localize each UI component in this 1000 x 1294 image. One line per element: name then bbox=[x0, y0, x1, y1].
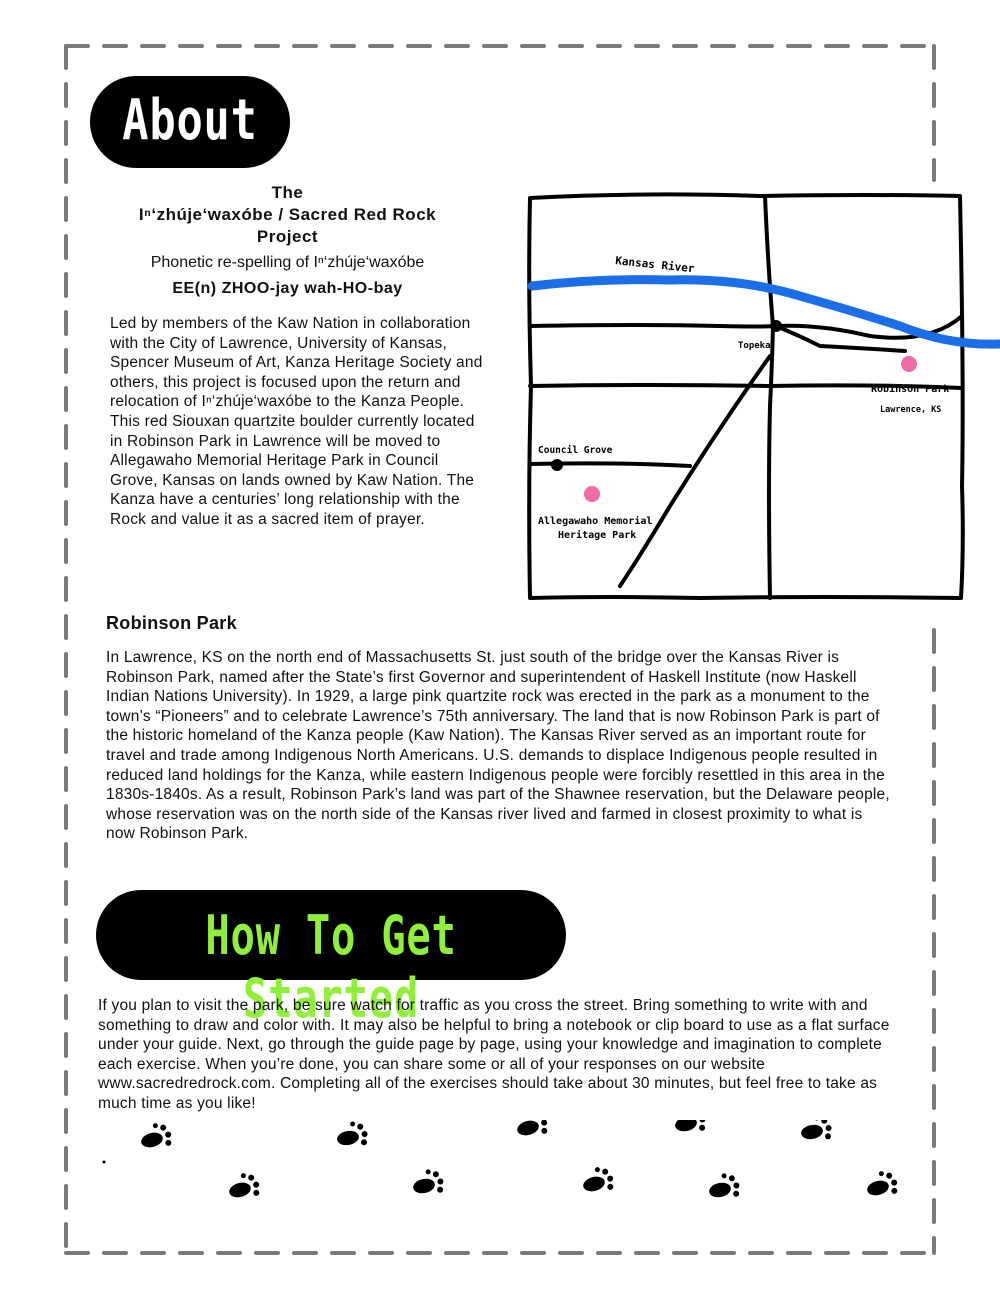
about-heading: About bbox=[122, 88, 258, 153]
allegawaho-label-1: Allegawaho Memorial bbox=[538, 516, 653, 527]
pronunciation: EE(n) ZHOO-jay wah-HO-bay bbox=[172, 280, 403, 297]
allegawaho-dot bbox=[584, 486, 600, 502]
robinson-park-dot bbox=[901, 356, 917, 372]
paw-print-icon bbox=[706, 1171, 742, 1202]
paw-print-icon bbox=[579, 1164, 616, 1197]
start-heading: How To Get Started bbox=[205, 904, 457, 1030]
topeka-label: Topeka bbox=[738, 341, 771, 351]
allegawaho-label-2: Heritage Park bbox=[558, 530, 637, 541]
paw-print-icon bbox=[798, 1120, 833, 1144]
topeka-dot bbox=[770, 320, 782, 332]
paw-prints-decoration bbox=[0, 1120, 1000, 1230]
dot bbox=[103, 1161, 106, 1164]
paw-print-icon bbox=[334, 1120, 369, 1150]
phonetic-label: Phonetic re-spelling of Iⁿ‘zhúje‘waxóbe bbox=[150, 254, 425, 271]
paw-print-icon bbox=[137, 1120, 174, 1153]
project-title bbox=[100, 182, 475, 300]
start-paragraph: If you plan to visit the park, be sure watch for traffic as you cross the street. Bring something to write with and something to draw and color with. It may also be helpful to bring a notebook or clip board to use as a flat surface under your guide. Next, go through the guide page by page, using your knowledge and imagination to complete each exercise. When you’re done, you can share some or all of your responses on our website www.sacredredrock.com. Completing all of the exercises should take about 30 minutes, but feel free to take as much time as you like! bbox=[98, 997, 890, 1112]
paw-print-icon bbox=[513, 1120, 550, 1141]
kansas-river bbox=[532, 280, 1000, 345]
river-label: Kansas River bbox=[614, 254, 696, 276]
paw-print-icon bbox=[410, 1167, 446, 1198]
paw-print-icon bbox=[672, 1120, 708, 1136]
map-road bbox=[765, 196, 773, 598]
robinson-paragraph: In Lawrence, KS on the north end of Massachusetts St. just south of the bridge over the Kansas River is Robinson Park, named after the State’s first Governor and superintendent of Haskell Institute (now Haskell Indian Nations University). In 1929, a large pink quartzite rock was erected in the park as a monument to the town’s “Pioneers” and to celebrate Lawrence’s 75th anniversary. The land that is now Robinson Park is part of the historic homeland of the Kanza people (Kaw Nation). The Kansas River served as an important route for travel and trade among Indigenous North Americans. U.S. demands to displace Indigenous people resulted in reduced land holdings for the Kanza, while eastern Indigenous people were forcibly resettled in this area in the 1830s-1840s. As a result, Robinson Park’s land was part of the Shawnee reservation, but the Delaware people, whose reservation was on the north side of the Kansas river lived and farmed in closest proximity to what is now Robinson Park. bbox=[106, 649, 890, 843]
start-heading-pill bbox=[96, 890, 566, 1030]
title-line-1: The bbox=[271, 183, 304, 202]
paw-print-icon bbox=[863, 1168, 900, 1201]
robinson-park-label: Robinson Park bbox=[871, 384, 950, 395]
about-heading-pill bbox=[90, 76, 290, 168]
robinson-heading: Robinson Park bbox=[106, 613, 237, 633]
about-paragraph: Led by members of the Kaw Nation in collaboration with the City of Lawrence, University of Kansas, Spencer Museum of Art, Kanza Heritage Society and others, this project is focused upon the return and relocation of Iⁿ‘zhúje‘waxóbe to the Kanza People. This red Siouxan quartzite boulder currently located in Robinson Park in Lawrence will be moved to Allegawaho Memorial Heritage Park in Council Grove, Kansas on lands owned by Kaw Nation. The Kanza have a centuries’ long relationship with the Rock and value it as a sacred item of prayer. bbox=[110, 315, 483, 528]
kansas-map bbox=[520, 186, 1000, 606]
lawrence-label: Lawrence, KS bbox=[880, 405, 942, 415]
paw-print-icon bbox=[225, 1170, 262, 1203]
title-line-2: Iⁿ‘zhúje‘waxóbe / Sacred Red Rock bbox=[138, 205, 437, 224]
council-grove-dot bbox=[551, 459, 563, 471]
council-grove-label: Council Grove bbox=[538, 445, 613, 456]
title-line-3: Project bbox=[256, 227, 319, 246]
map-road bbox=[620, 356, 770, 586]
